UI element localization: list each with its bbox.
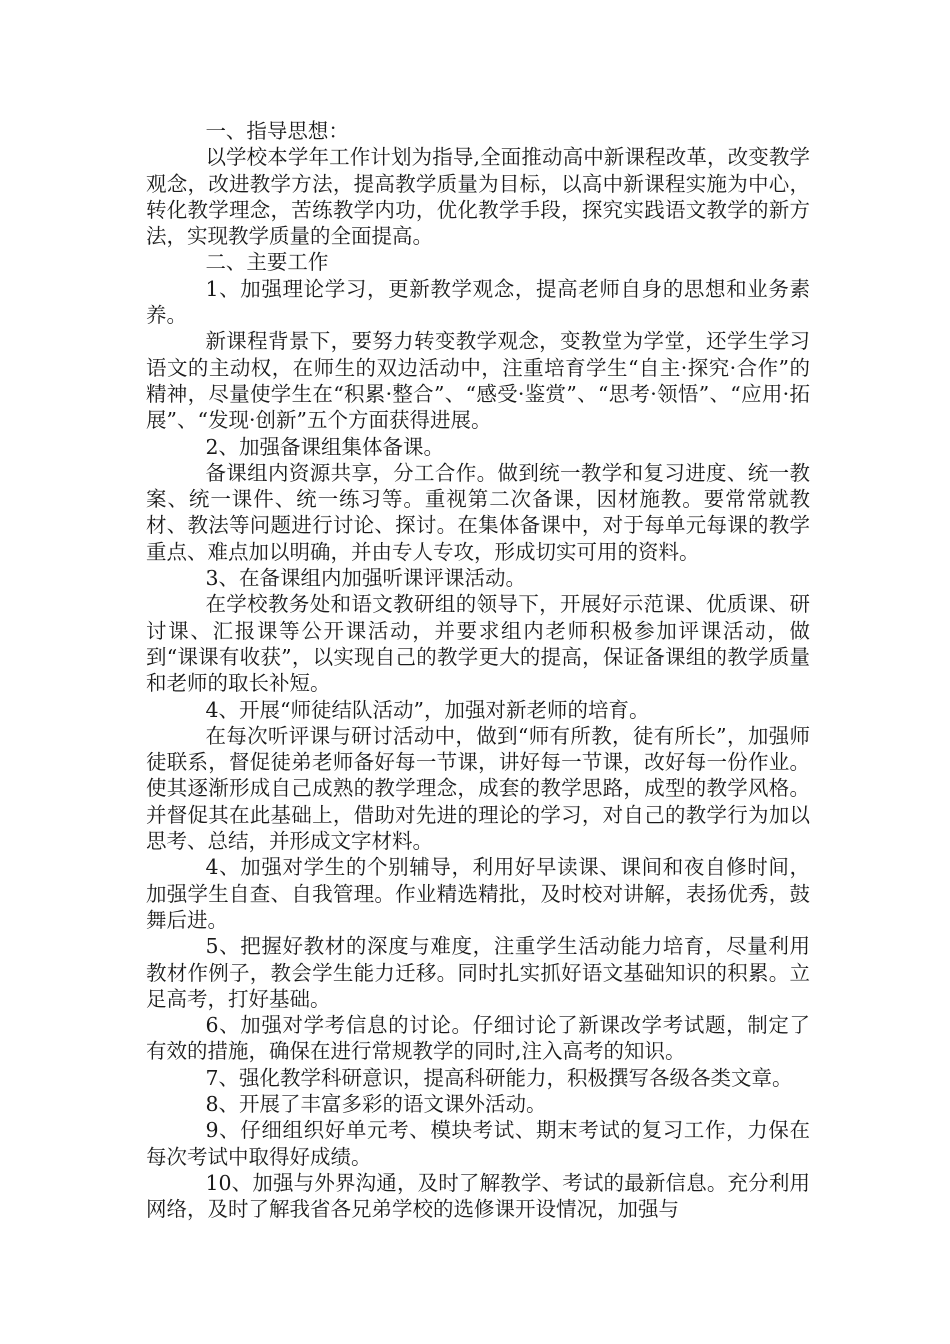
paragraph-item-10: 10、加强与外界沟通，及时了解教学、考试的最新信息。充分利用网络，及时了解我省各兄弟学校的选修课开设情况，加强与 xyxy=(146,1170,810,1222)
document-body xyxy=(146,118,810,1222)
paragraph-item-6: 6、加强对学考信息的讨论。仔细讨论了新课改学考试题，制定了有效的措施，确保在进行常规教学的同时,注入高考的知识。 xyxy=(146,1013,810,1064)
section-heading-main-work: 二、主要工作 xyxy=(205,250,329,275)
paragraph-item-1-body: 新课程背景下，要努力转变教学观念，变教堂为学堂，还学生学习语文的主动权，在师生的双边活动中，注重培育学生“自主·探究·合作”的精神，尽量使学生在“积累·整合”、“感受·鉴赏”、“思考·领悟”、“应用·拓展”、“发现·创新”五个方面获得进展。 xyxy=(146,329,810,433)
paragraph-item-2-body: 备课组内资源共享，分工合作。做到统一教学和复习进度、统一教案、统一课件、统一练习等。重视第二次备课，因材施教。要常常就教材、教法等问题进行讨论、探讨。在集体备课中，对于每单元每课的教学重点、难点加以明确，并由专人专攻，形成切实可用的资料。 xyxy=(146,460,810,564)
paragraph-item-3-body: 在学校教务处和语文教研组的领导下，开展好示范课、优质课、研讨课、汇报课等公开课活动，并要求组内老师积极参加评课活动，做到“课课有收获”，以实现自己的教学更大的提高，保证备课组的教学质量和老师的取长补短。 xyxy=(146,592,810,696)
paragraph-item-1-title: 1、加强理论学习，更新教学观念，提高老师自身的思想和业务素养。 xyxy=(146,276,810,328)
paragraph-item-8: 8、开展了丰富多彩的语文课外活动。 xyxy=(205,1091,547,1116)
paragraph-item-4-body: 在每次听评课与研讨活动中，做到“师有所教，徒有所长”，加强师徒联系，督促徒弟老师备好每一节课，讲好每一节课，改好每一份作业。使其逐渐形成自己成熟的教学理念，成套的教学思路，成型的教学风格。并督促其在此基础上，借助对先进的理论的学习，对自己的教学行为加以思考、总结，并形成文字材料。 xyxy=(146,723,810,854)
paragraph-item-2-title: 2、加强备课组集体备课。 xyxy=(205,434,444,459)
section-heading-guiding-ideology: 一、指导思想： xyxy=(205,119,349,143)
paragraph-item-3-title: 3、在备课组内加强听课评课活动。 xyxy=(205,566,526,591)
paragraph-guiding-ideology: 以学校本学年工作计划为指导,全面推动高中新课程改革，改变教学观念，改进教学方法，提高教学质量为目标，以高中新课程实施为中心，转化教学理念，苦练教学内功，优化教学手段，探究实践语文教学的新方法，实现教学质量的全面提高。 xyxy=(146,145,810,249)
paragraph-item-5: 5、把握好教材的深度与难度，注重学生活动能力培育，尽量利用教材作例子，教会学生能力迁移。同时扎实抓好语文基础知识的积累。立足高考，打好基础。 xyxy=(146,934,810,1011)
paragraph-item-4b: 4、加强对学生的个别辅导，利用好早读课、课间和夜自修时间，加强学生自查、自我管理。作业精选精批，及时校对讲解，表扬优秀，鼓舞后进。 xyxy=(146,855,810,932)
paragraph-item-9: 9、仔细组织好单元考、模块考试、期末考试的复习工作，力保在每次考试中取得好成绩。 xyxy=(146,1118,810,1169)
paragraph-item-7: 7、强化教学科研意识，提高科研能力，积极撰写各级各类文章。 xyxy=(205,1065,793,1090)
paragraph-item-4-title: 4、开展“师徒结队活动”，加强对新老师的培育。 xyxy=(205,697,650,722)
